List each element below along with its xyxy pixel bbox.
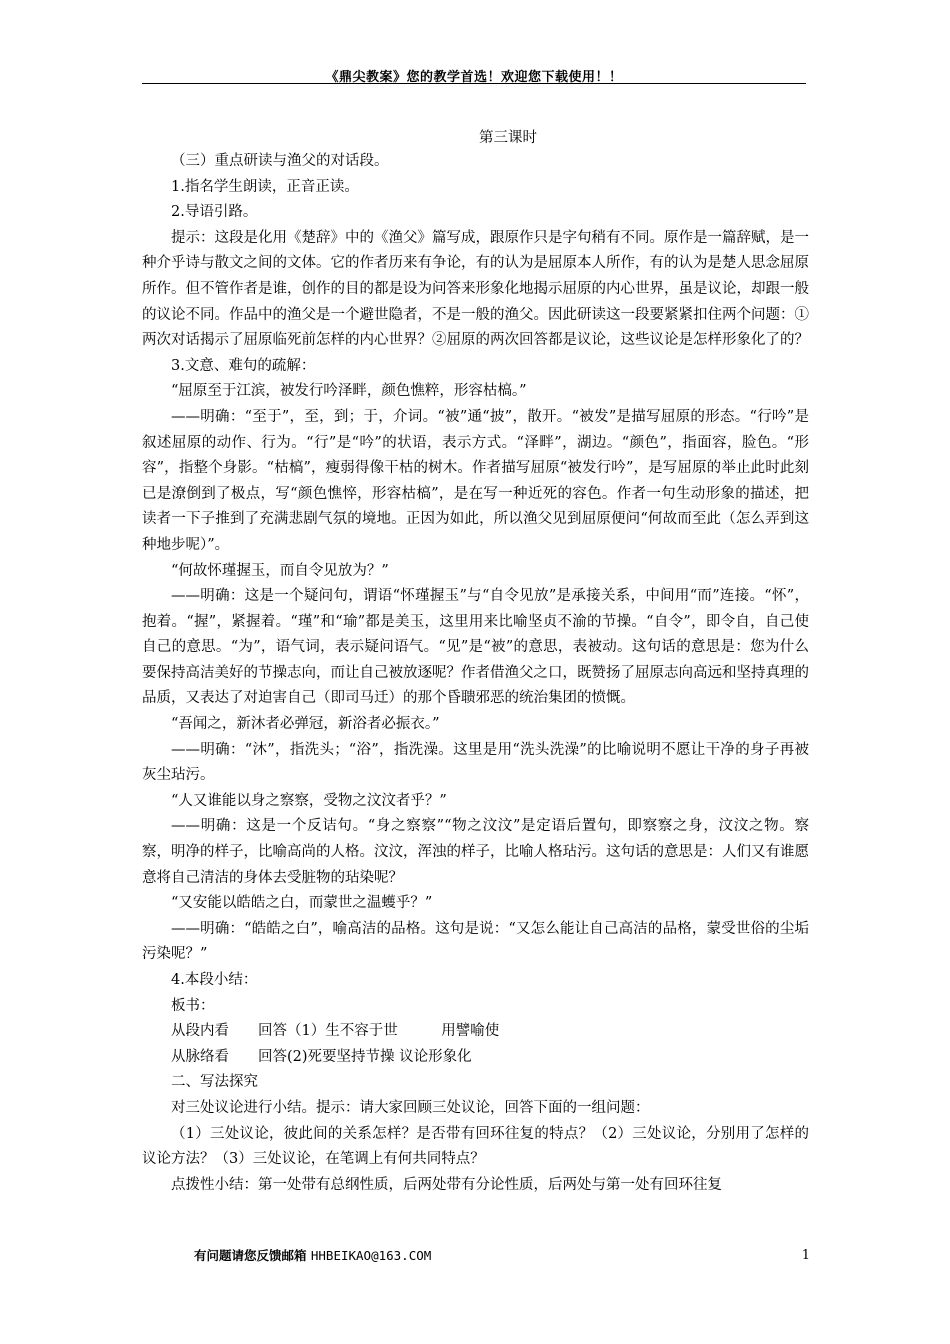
paragraph: 4.本段小结：: [171, 972, 258, 988]
paragraph: 对三处议论进行小结。提示：请大家回顾三处议论，回答下面的一组问题：: [171, 1099, 650, 1116]
footer-label: 有问题请您反馈邮箱: [194, 1248, 307, 1263]
quote: “何故怀瑾握玉，而自令见放为？”: [171, 562, 389, 579]
paragraph: 1.指名学生朗读，正音正读。: [171, 178, 359, 195]
paragraph: 板书：: [171, 997, 215, 1014]
paragraph: 点拨性小结：第一处带有总纲性质，后两处带有分论性质，后两处与第一处有回环往复: [171, 1176, 722, 1193]
paragraph: ——明确：这是一个反诘句。“身之察察”“物之汶汶”是定语后置句，即察察之身，汶汶之物。察察，明净的样子，比喻高尚的人格。汶汶，浑浊的样子，比喻人格玷污。这句话的意思是：人们又有谁愿意将自己清洁的身体去受脏物的玷染呢？: [142, 818, 809, 886]
page-number: 1: [801, 1248, 810, 1263]
page-footer: [194, 1246, 431, 1266]
paragraph: ——明确：这是一个疑问句，谓语“怀瑾握玉”与“自令见放”是承接关系，中间用“而”连接。“怀”，抱着。“握”，紧握着。“瑾”和“瑜”都是美玉，这里用来比喻坚贞不渝的节操。“自令”，即令自，自己使自己的意思。“为”，语气词，表示疑问语气。“见”是“被”的意思，表被动。这句话的意思是：您为什么要保持高洁美好的节操志向，而让自己被放逐呢？作者借渔父之口，既赞扬了屈原志向高远和坚持真理的品质，又表达了对迫害自己（即司马迁）的那个昏聩邪恶的统治集团的愤慨。: [142, 588, 809, 707]
page-header: 《鼎尖教案》您的教学首选！欢迎您下载使用！！: [325, 70, 623, 85]
header-rule: [142, 83, 806, 84]
paragraph: 提示：这段是化用《楚辞》中的《渔父》篇写成，跟原作只是字句稍有不同。原作是一篇辞赋，是一种介乎诗与散文之间的文体。它的作者历来有争论，有的认为是屈原本人所作，有的认为是楚人思念屈原所作。但不管作者是谁，创作的目的都是设为问答来形象化地揭示屈原的内心世界，虽是议论，却跟一般的议论不同。作品中的渔父是一个避世隐者，不是一般的渔父。因此研读这一段要紧紧扣住两个问题：①两次对话揭示了屈原临死前怎样的内心世界？②屈原的两次回答都是议论，这些议论是怎样形象化了的？: [142, 229, 809, 349]
quote: “人又谁能以身之察察，受物之汶汶者乎？”: [171, 792, 447, 809]
quote: “屈原至于江滨，被发行吟泽畔，颜色憔粹，形容枯槁。”: [171, 383, 527, 400]
paragraph: ——明确：“皓皓之白”，喻高洁的品格。这句是说：“又怎么能让自己高洁的品格，蒙受世俗的尘垢污染呢？”: [142, 920, 809, 963]
paragraph: ——明确：“沐”，指洗头；“浴”，指洗澡。这里是用“洗头洗澡”的比喻说明不愿让干净的身子再被灰尘玷污。: [142, 741, 809, 784]
footer-email: HHBEIKAO@163.COM: [310, 1248, 432, 1263]
board-row: 从脉络看 回答(2)死要坚持节操 议论形象化: [171, 1048, 472, 1065]
paragraph: （1）三处议论，彼此间的关系怎样？是否带有回环往复的特点？（2）三处议论，分别用了怎样的议论方法？（3）三处议论，在笔调上有何共同特点？: [142, 1125, 809, 1168]
section-heading: 二、写法探究: [171, 1074, 258, 1091]
board-row: 从段内看 回答（1）生不容于世 用譬喻使: [171, 1023, 500, 1040]
paragraph: ——明确：“至于”，至，到；于，介词。“被”通“披”，散开。“被发”是描写屈原的形态。“行吟”是叙述屈原的动作、行为。“行”是“吟”的状语，表示方式。“泽畔”，湖边。“颜色”，指面容，脸色。“形容”，指整个身影。“枯槁”，瘦弱得像干枯的树木。作者描写屈原“被发行吟”，是写屈原的举止此时此刻已是潦倒到了极点，写“颜色憔悴，形容枯槁”，是在写一种近死的容色。作者一句生动形象的描述，把读者一下子推到了充满悲剧气氛的境地。正因为如此，所以渔父见到屈原便问“何故而至此（怎么弄到这种地步呢）”。: [142, 408, 809, 553]
body-text: [142, 149, 809, 1198]
paragraph: 2.导语引路。: [171, 204, 258, 221]
lesson-title: 第三课时: [479, 130, 537, 146]
quote: “吾闻之，新沐者必弹冠，新浴者必振衣。”: [171, 716, 440, 733]
paragraph: 3.文意、难句的疏解：: [171, 357, 316, 374]
paragraph: （三）重点研读与渔父的对话段。: [171, 153, 389, 169]
quote: “又安能以皓皓之白，而蒙世之温蠖乎？”: [171, 895, 433, 912]
